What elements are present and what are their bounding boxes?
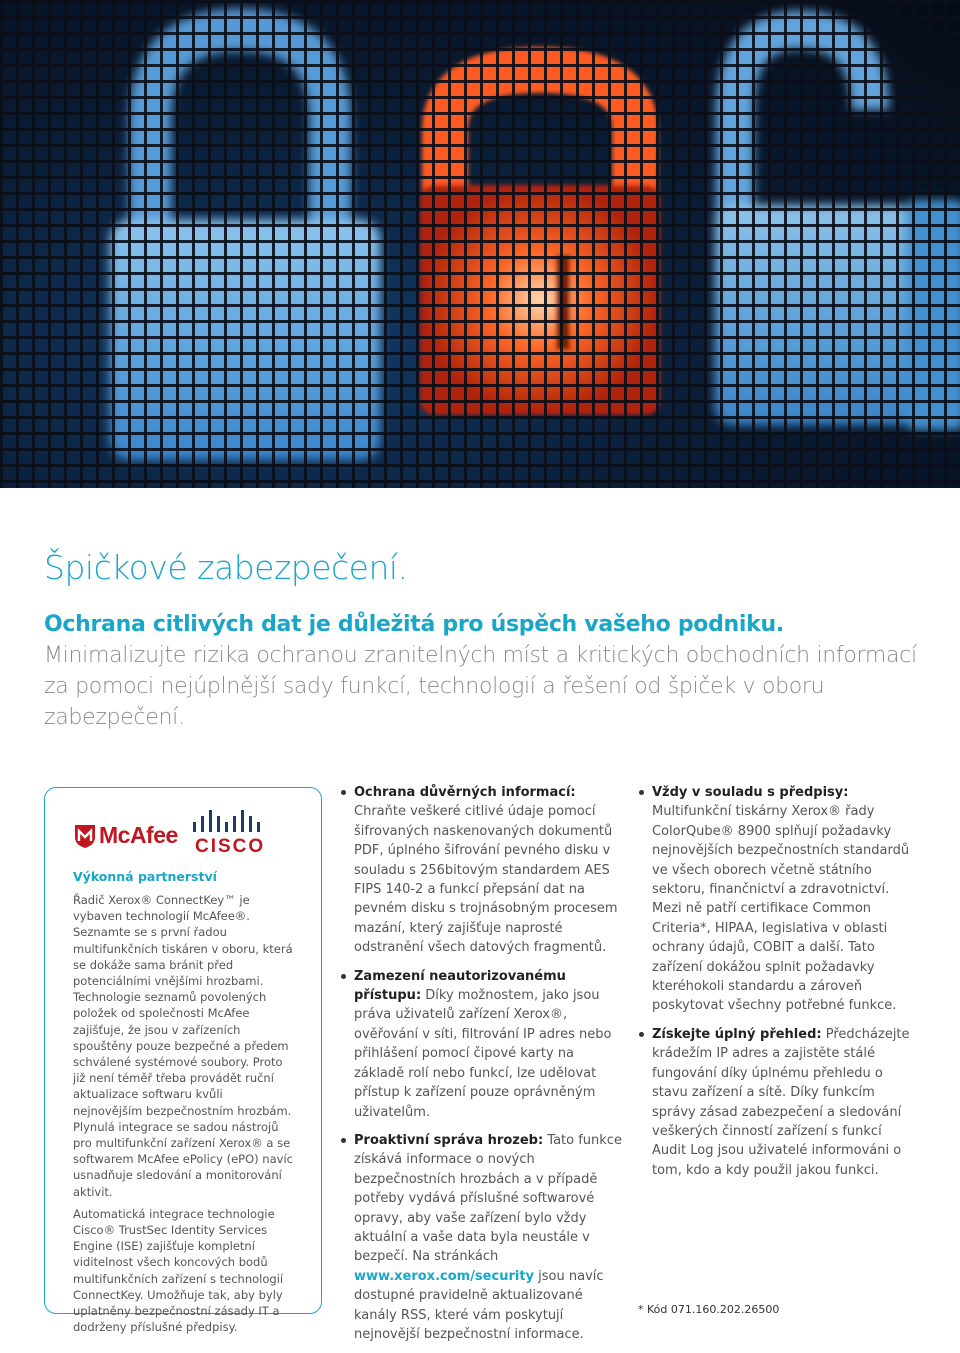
partnership-text [73, 892, 295, 1335]
padlocks-illustration [0, 0, 960, 488]
item-text: Díky možnostem, jako jsou práva uživatelů zařízení Xerox®, ověřování v síti, filtrování IP adres nebo přihlášení pomocí čipové karty na základě rolí nebo funkcí, lze udělovat přístup k zařízení pouze oprávněným uživatelům. [354, 988, 612, 1120]
list-item [638, 783, 918, 1016]
middle-column [340, 783, 622, 1353]
list-item [340, 967, 622, 1122]
partnership-heading: Výkonná partnerství [73, 869, 217, 884]
mcafee-shield-icon [73, 823, 97, 849]
item-heading: Získejte úplný přehled: [652, 1026, 822, 1042]
item-heading: Vždy v souladu s předpisy: [652, 785, 849, 800]
cisco-wordmark: CISCO [195, 836, 266, 857]
intro-paragraph [44, 609, 924, 733]
partnership-box [44, 787, 322, 1335]
item-text: jsou navíc dostupné pravidelně aktualizované kanály RSS, které vám poskytují nejnovější bezpečnostní informace. [354, 1268, 604, 1342]
item-text: Chraňte veškeré citlivé údaje pomocí šifrovaných naskenovaných dokumentů PDF, úplného šifrování pevného disku v souladu s 256bitovým standardem AES FIPS 140-2 a funkcí přepsání dat na pevném disku s trojnásobným procesem mazání, který zajišťuje naprosté odstranění všech datových fragmentů. [354, 804, 618, 956]
item-heading: Ochrana důvěrných informací: [354, 785, 576, 800]
footnote: * Kód 071.160.202.26500 [638, 1303, 780, 1316]
mcafee-wordmark: McAfee [99, 822, 178, 848]
list-item [638, 1025, 918, 1180]
partnership-paragraph: Řadič Xerox® ConnectKey™ je vybaven technologií McAfee®. Seznamte se s první řadou multifunkčních tiskáren v oboru, která se dokáže sama bránit před potenciálními vnějšími hrozbami. Technologie seznamů povolených položek od společnosti McAfee zajišťuje, že jsou v zařízeních spouštěny pouze bezpečné a předem schválené systémové soubory. Proto již není téměř třeba provádět ruční aktualizace softwaru kvůli nejnovějším bezpečnostním hrozbám. Plynulá integrace se sadou nástrojů pro multifunkční zařízení Xerox® a se softwarem McAfee ePolicy (ePO) navíc usnadňuje sledování a monitorování aktivit. [73, 893, 293, 1199]
cisco-logo [191, 810, 271, 857]
item-heading: Proaktivní správa hrozeb: [354, 1132, 544, 1148]
security-link[interactable]: www.xerox.com/security [354, 1268, 535, 1284]
padlock-icon [110, 30, 380, 460]
item-text: Tato funkce získává informace o nových bezpečnostních hrozbách a v případě potřeby vydává příslušné softwarové opravy, aby vaše zařízení bylo vždy aktuální a vaše data byla neustále v bezpečí. Na stránkách [354, 1132, 622, 1265]
item-text: Předcházejte krádežím IP adres a zajistěte stálé fungování díky úplnému přehledu o stavu zařízení a sítě. Díky funkcím správy zásad zabezpečení a sledování veškerých činností zařízení s funkcí Audit Log jsou uživatelé informováni o tom, kdo a kdy použil jakou funkci. [652, 1026, 910, 1178]
padlock-icon [715, 30, 960, 430]
item-heading: Zamezení neautorizovanému přístupu: [354, 968, 566, 1004]
cisco-bars-icon [191, 810, 271, 836]
partnership-paragraph: Automatická integrace technologie Cisco® TrustSec Identity Services Engine (ISE) zajišťuje kompletní viditelnost všech koncových bodů multifunkčních zařízení s technologií ConnectKey. Umožňuje tak, aby byly uplatněny bezpečnostní zásady IT a dodrženy příslušné předpisy. [73, 1206, 284, 1335]
intro-lead: Ochrana citlivých dat je důležitá pro úspěch vašeho podniku. [44, 612, 784, 637]
item-text: Multifunkční tiskárny Xerox® řady ColorQube® 8900 splňují požadavky nejnovějších bezpečnostních standardů ve všech oborech včetně státního sektoru, finančnictví a zdravotnictví. Mezi ně patří certifikace Common Criteria*, HIPAA, legislativa v oblasti ochrany údajů, COBIT a další. Tato zařízení dokážou splnit požadavky kteréhokoli standardu a zároveň poskytovat všechny potřebné funkce. [652, 804, 910, 1014]
mcafee-logo [73, 822, 178, 849]
padlock-icon-red [420, 70, 660, 415]
list-item [340, 783, 622, 958]
right-column [638, 783, 918, 1189]
hero-image [0, 0, 960, 488]
list-item [340, 1131, 622, 1344]
intro-text: Minimalizujte rizika ochranou zranitelných míst a kritických obchodních informací za pomoci nejúplnější sady funkcí, technologií a řešení od špiček v oboru zabezpečení. [44, 643, 917, 730]
partner-logos [73, 808, 303, 868]
page-title: Špičkové zabezpečení. [44, 548, 408, 587]
